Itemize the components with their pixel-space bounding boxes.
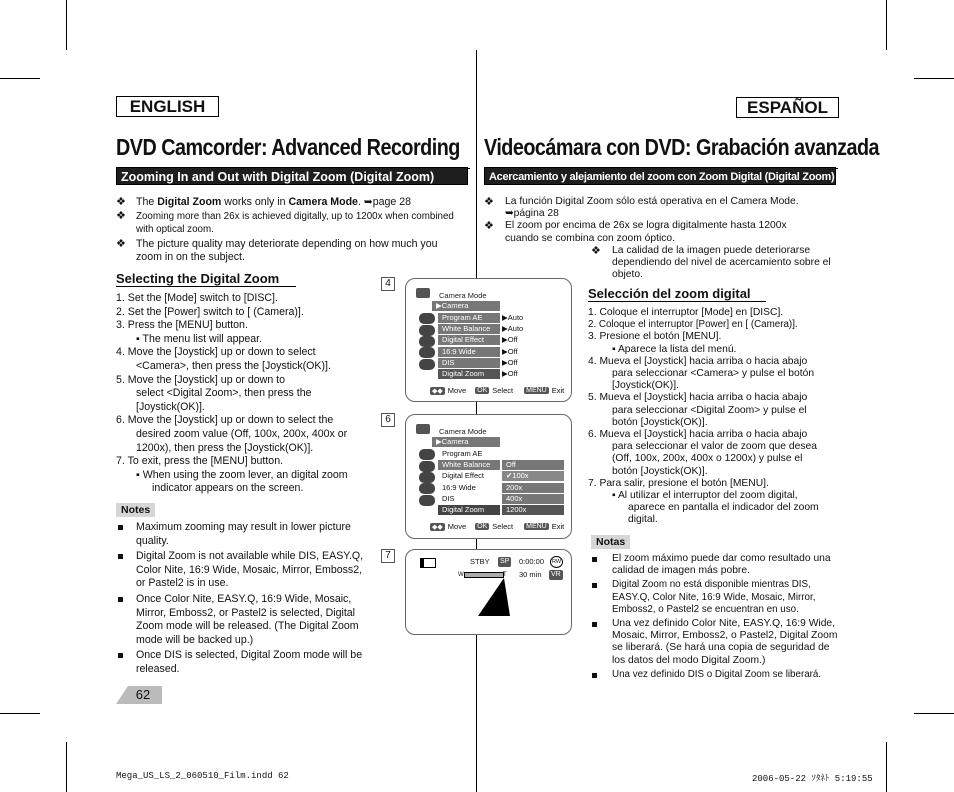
step-line: indicator appears on the screen.	[152, 482, 304, 495]
sp-badge: SP	[500, 558, 510, 565]
step-line: 3. Presione el botón [MENU].	[588, 331, 722, 343]
step-line: 1. Coloque el interruptor [Mode] en [DISC].	[588, 307, 784, 318]
screen-number: 7	[381, 549, 395, 563]
menu-item[interactable]: White Balance	[438, 460, 500, 470]
diamond-bullet-icon: ❖	[484, 196, 494, 208]
zoom-option[interactable]: 400x	[502, 494, 564, 504]
step-line: 1. Set the [Mode] switch to [DISC].	[116, 292, 278, 304]
square-bullet-icon	[592, 583, 597, 588]
page-title-en: DVD Camcorder: Advanced Recording	[116, 134, 460, 160]
viewfinder-screen-7	[405, 549, 572, 635]
crop-mark	[914, 713, 954, 714]
step-line: (Off, 100x, 200x, 400x o 1200x) y pulse el	[612, 453, 803, 465]
diamond-bullet-icon: ❖	[484, 220, 494, 233]
zoom-option[interactable]: Off	[502, 460, 564, 470]
menu-item[interactable]: Program AE	[438, 313, 500, 323]
step-line: 4. Move the [Joystick] up or down to select	[116, 346, 316, 359]
english-label: ENGLISH	[116, 96, 219, 117]
digital-effect-icon	[419, 336, 435, 347]
white-balance-icon	[419, 325, 435, 336]
step-line: 1200x), then press the [Joystick(OK)].	[136, 441, 314, 454]
notes-list-es: El zoom máximo puede dar como resultado una calidad de imagen más pobre. Digital Zoom no está disponible mientras DIS, EASY.Q, Color Nite, 16:9 Wide, Mosaic, Mirror, Emboss2, o Pastel2 se encuentran en uso. Una vez definido Color Nite, EASY.Q, 16:9 Wide, Mosaic, Mirror, Emboss2, o Pastel2, Digital Zoom se liberará. (Se hará una copia de seguridad de los datos del modo Digital Zoom.) Una vez definido DIS o Digital Zoom se liberará.	[588, 553, 838, 681]
diamond-bullet-icon: ❖	[116, 209, 126, 222]
square-bullet-icon	[592, 622, 597, 627]
joystick-icon: ◆◆	[432, 387, 443, 395]
program-ae-icon	[419, 313, 435, 324]
screen-number: 4	[381, 277, 395, 291]
dis-icon	[419, 495, 435, 506]
steps-es	[588, 307, 840, 527]
step-line: para seleccionar el valor de zoom que desea	[612, 441, 817, 453]
vr-badge: VR	[551, 571, 561, 578]
step-line: 7. To exit, press the [MENU] button.	[116, 455, 284, 468]
menu-value: ▶Off	[502, 335, 518, 344]
page-title-es: Videocámara con DVD: Grabación avanzada	[484, 134, 880, 160]
zoom-t-label: T	[503, 572, 507, 578]
section-banner-en: Zooming In and Out with Digital Zoom (Digital Zoom)	[116, 167, 468, 185]
menu-screen-6	[405, 414, 572, 539]
square-bullet-icon	[118, 597, 123, 602]
square-bullet-icon	[118, 653, 123, 658]
menu-key: MENU	[526, 523, 547, 530]
page-number: 62	[135, 687, 151, 702]
pointer-arrow-icon	[478, 578, 510, 616]
step-line: [Joystick(OK)].	[136, 400, 205, 413]
date-slug: 2006-05-22 ｿﾀﾈﾄ 5:19:55	[752, 774, 873, 784]
notes-label-en: Notes	[116, 503, 155, 517]
diamond-bullet-icon: ❖	[116, 237, 126, 250]
page-number-badge	[116, 686, 162, 704]
step-line: 5. Mueva el [Joystick] hacia arriba o hacia abajo	[588, 392, 808, 404]
menu-value: ▶Off	[502, 358, 518, 367]
menu-value: ▶Off	[502, 369, 518, 378]
menu-item[interactable]: DIS	[442, 494, 455, 503]
spanish-label: ESPAÑOL	[736, 97, 839, 118]
menu-item[interactable]: Digital Zoom	[438, 369, 500, 379]
wide-icon	[419, 347, 435, 358]
digital-effect-icon	[419, 472, 435, 483]
notes-list-en: Maximum zooming may result in lower picture quality. Digital Zoom is not available while DIS, EASY.Q, Color Nite, 16:9 Wide, Mosaic, Mirror, Emboss2, or Pastel2 is in use. Once Color Nite, EASY.Q, 16:9 Wide, Mosaic, Mirror, Emboss2, or Pastel2 is selected, Digital Zoom mode will be released. (The Digital Zoom mode will be backed up.) Once DIS is selected, Digital Zoom mode will be released.	[116, 521, 372, 677]
diamond-bullet-icon: ❖	[116, 196, 126, 208]
menu-item[interactable]: Program AE	[442, 449, 483, 458]
step-line: para seleccionar <Camera> y pulse el botón	[612, 368, 815, 380]
step-line: 2. Coloque el interruptor [Power] en [ (Camera)].	[588, 319, 798, 331]
screen-number: 6	[381, 413, 395, 427]
camera-mode-icon	[416, 288, 430, 298]
battery-icon	[420, 558, 436, 568]
program-ae-icon	[419, 449, 435, 460]
step-line: 2. Set the [Power] switch to [ (Camera)].	[116, 305, 304, 318]
square-bullet-icon	[592, 673, 597, 678]
menu-item[interactable]: 16:9 Wide	[438, 347, 500, 357]
diamond-bullet-icon: ❖	[591, 244, 601, 257]
menu-value: ▶Auto	[502, 313, 524, 322]
menu-item[interactable]: DIS	[438, 358, 500, 368]
step-line: 6. Mueva el [Joystick] hacia arriba o hacia abajo	[588, 429, 808, 441]
menu-key: MENU	[526, 387, 547, 394]
step-line: desired zoom value (Off, 100x, 200x, 400x or	[136, 427, 348, 440]
menu-item[interactable]: 16:9 Wide	[442, 483, 476, 492]
zoom-option[interactable]: 200x	[502, 483, 564, 493]
square-bullet-icon	[118, 554, 123, 559]
menu-footer: ◆◆ Move OK Select MENU Exit	[432, 522, 565, 531]
step-line: 5. Move the [Joystick] up or down to	[116, 373, 285, 386]
square-bullet-icon	[592, 557, 597, 562]
ok-key: OK	[477, 523, 488, 530]
menu-mode-title: Camera Mode	[439, 427, 487, 436]
menu-mode-title: Camera Mode	[439, 291, 487, 300]
step-line: ▪ When using the zoom lever, an digital zoom	[136, 468, 348, 481]
step-line: [Joystick(OK)].	[612, 380, 679, 392]
crop-mark	[0, 78, 40, 79]
white-balance-icon	[419, 461, 435, 472]
menu-item[interactable]: Digital Zoom	[438, 505, 500, 515]
menu-footer: ◆◆ Move OK Select MENU Exit	[432, 386, 565, 395]
step-line: para seleccionar <Digital Zoom> y pulse el	[612, 404, 807, 416]
step-line: ▪ The menu list will appear.	[136, 332, 263, 345]
ok-key: OK	[477, 387, 488, 394]
menu-item[interactable]: Digital Effect	[438, 335, 500, 345]
stby-status: STBY	[470, 557, 490, 566]
crop-mark	[66, 0, 67, 50]
step-line: ▪ Al utilizar el interruptor del zoom digital,	[612, 490, 798, 502]
step-line: 4. Mueva el [Joystick] hacia arriba o hacia abajo	[588, 355, 808, 367]
time-counter: 0:00:00	[519, 557, 545, 566]
zoom-w-label: W	[458, 572, 464, 578]
menu-item[interactable]: White Balance	[438, 324, 500, 334]
notes-label-es: Notas	[591, 535, 630, 549]
crop-mark	[66, 742, 67, 792]
menu-value: ▶Auto	[502, 324, 524, 333]
crop-mark	[886, 0, 887, 50]
step-line: botón [Joystick(OK)].	[612, 465, 708, 477]
menu-tab-camera[interactable]: ▶Camera	[432, 437, 500, 447]
camera-mode-icon	[416, 424, 430, 434]
menu-screen-4	[405, 278, 572, 402]
menu-item[interactable]: Digital Effect	[442, 471, 484, 480]
intro-bullets-es: ❖ La función Digital Zoom sólo está operativa en el Camera Mode. ➥página 28 ❖ El zoom por encima de 26x se logra digitalmente hasta 1200x cuando se combina con zoom óptico. ❖ La calidad de la imagen puede deteriorarse dependiendo del nivel de acercamiento sobre el objeto.	[484, 196, 831, 281]
sub-heading-es: Selección del zoom digital	[588, 286, 766, 302]
step-line: 3. Press the [MENU] button.	[116, 319, 248, 332]
step-line: ▪ Aparece la lista del menú.	[612, 343, 737, 355]
remaining-time: 30 min	[519, 570, 542, 579]
menu-value: ▶Off	[502, 347, 518, 356]
wide-icon	[419, 483, 435, 494]
section-banner-es: Acercamiento y alejamiento del zoom con Zoom Digital (Digital Zoom)	[484, 167, 836, 185]
step-line: <Camera>, then press the [Joystick(OK)].	[136, 359, 331, 372]
step-line: 6. Move the [Joystick] up or down to select the	[116, 414, 334, 427]
zoom-option[interactable]: 1200x	[502, 505, 564, 515]
step-line: 7. Para salir, presione el botón [MENU].	[588, 477, 769, 489]
step-line: aparece en pantalla el indicador del zoom	[628, 502, 819, 514]
file-slug: Mega_US_LS_2_060510_Film.indd 62	[116, 771, 289, 781]
rw-disc-badge: RW	[550, 556, 563, 568]
crop-mark	[886, 742, 887, 792]
step-line: select <Digital Zoom>, then press the	[136, 387, 312, 400]
joystick-icon: ◆◆	[432, 523, 443, 531]
menu-tab-camera[interactable]: ▶Camera	[432, 301, 500, 311]
sub-heading-en: Selecting the Digital Zoom	[116, 271, 296, 287]
square-bullet-icon	[118, 525, 123, 530]
crop-mark	[914, 78, 954, 79]
dis-icon	[419, 359, 435, 370]
crop-mark	[0, 713, 40, 714]
step-line: digital.	[628, 514, 658, 526]
intro-bullets-en: ❖ The Digital Zoom works only in Camera Mode. ➥page 28 ❖ Zooming more than 26x is achieved digitally, up to 1200x when combined with optical zoom. ❖ The picture quality may deteriorate depending on how much you zoom in on the subject.	[116, 196, 454, 264]
step-line: botón [Joystick(OK)].	[612, 416, 708, 428]
zoom-option[interactable]: ✔100x	[502, 471, 564, 481]
steps-en	[116, 292, 376, 496]
